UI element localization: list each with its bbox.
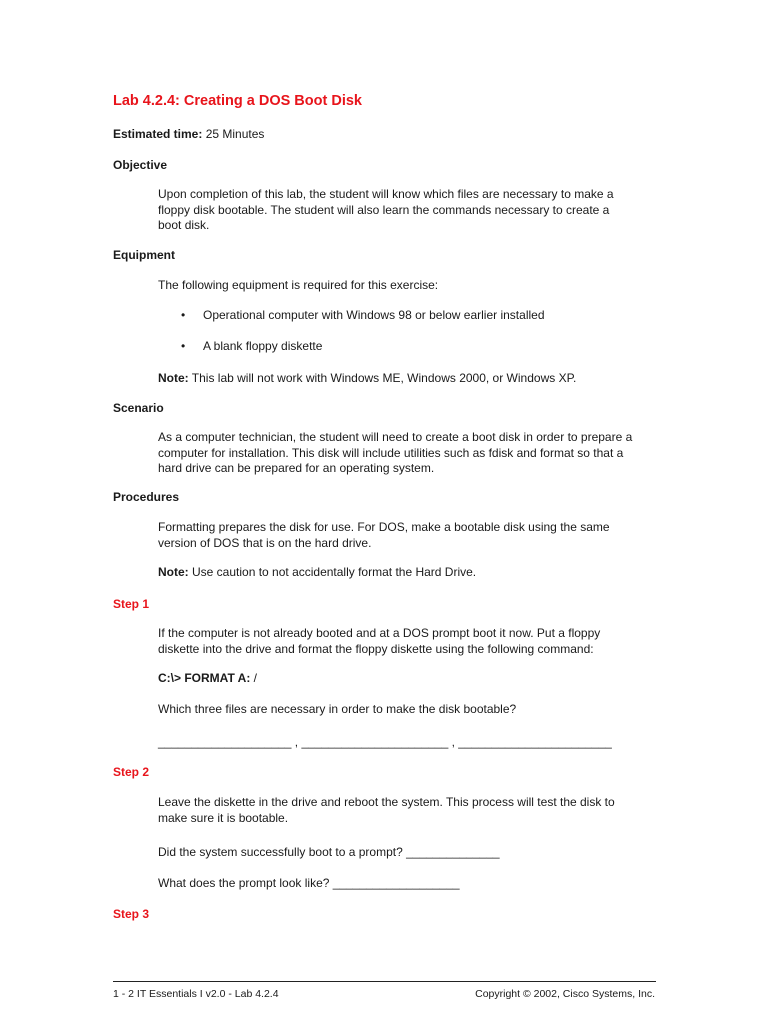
objective-heading: Objective (113, 158, 168, 172)
step-2-paragraph (158, 795, 615, 826)
note-text: Use caution to not accidentally format the Hard Drive. (188, 565, 477, 579)
procedures-paragraph (158, 520, 610, 551)
scenario-line: computer for installation. This disk will include utilities such as fdisk and format so that a (158, 445, 624, 460)
objective-line: boot disk. (158, 218, 210, 232)
footer-copyright: Copyright © 2002, Cisco Systems, Inc. (475, 988, 655, 1000)
footer-left: 1 - 2 IT Essentials I v2.0 - Lab 4.2.4 (113, 988, 279, 1000)
equipment-item: A blank floppy diskette (203, 339, 323, 353)
step-1-question: Which three files are necessary in order to make the disk bootable? (158, 702, 517, 716)
step-2-question-prompt: What does the prompt look like? ___________________ (158, 876, 460, 890)
step-1-answer-blanks: ____________________ , ______________________ , _______________________ (158, 735, 612, 749)
step-2-line: make sure it is bootable. (158, 810, 289, 825)
scenario-line: As a computer technician, the student will need to create a boot disk in order to prepare a (158, 430, 633, 444)
equipment-item: Operational computer with Windows 98 or below earlier installed (203, 308, 545, 322)
bullet-icon: • (181, 308, 186, 322)
scenario-heading: Scenario (113, 401, 164, 415)
scenario-paragraph (158, 430, 632, 477)
estimated-time (113, 127, 264, 143)
step-2-question-boot: Did the system successfully boot to a prompt? ______________ (158, 845, 500, 859)
bullet-icon: • (181, 339, 186, 353)
procedures-heading: Procedures (113, 490, 180, 504)
equipment-intro: The following equipment is required for this exercise: (158, 278, 439, 292)
procedures-note (158, 565, 476, 581)
objective-line: floppy disk bootable. The student will also learn the commands necessary to create a (158, 202, 610, 217)
lab-title: Lab 4.2.4: Creating a DOS Boot Disk (113, 93, 362, 109)
equipment-note (158, 371, 576, 387)
estimated-time-label: Estimated time: (113, 127, 203, 141)
format-command-bold: C:\> FORMAT A: (158, 671, 251, 685)
note-label: Note: (158, 371, 189, 385)
step-2-line: Leave the diskette in the drive and reboot the system. This process will test the disk to (158, 795, 615, 809)
step-1-label: Step 1 (113, 597, 150, 611)
step-2-label: Step 2 (113, 765, 150, 779)
estimated-time-value: 25 Minutes (202, 127, 265, 141)
step-1-paragraph (158, 626, 600, 657)
scenario-line: hard drive can be prepared for an operating system. (158, 461, 435, 475)
format-command-rest: / (250, 671, 257, 685)
step-1-line: If the computer is not already booted and at a DOS prompt boot it now. Put a floppy (158, 626, 601, 640)
note-label: Note: (158, 565, 189, 579)
format-command (158, 671, 257, 687)
equipment-heading: Equipment (113, 248, 175, 262)
objective-line: Upon completion of this lab, the student will know which files are necessary to make a (158, 187, 614, 201)
note-text: This lab will not work with Windows ME, Windows 2000, or Windows XP. (188, 371, 577, 385)
step-3-label: Step 3 (113, 907, 150, 921)
objective-paragraph (158, 187, 614, 234)
procedures-line: Formatting prepares the disk for use. For DOS, make a bootable disk using the same (158, 520, 610, 534)
procedures-line: version of DOS that is on the hard drive. (158, 535, 372, 550)
footer-divider (113, 981, 656, 982)
step-1-line: diskette into the drive and format the floppy diskette using the following command: (158, 641, 594, 656)
